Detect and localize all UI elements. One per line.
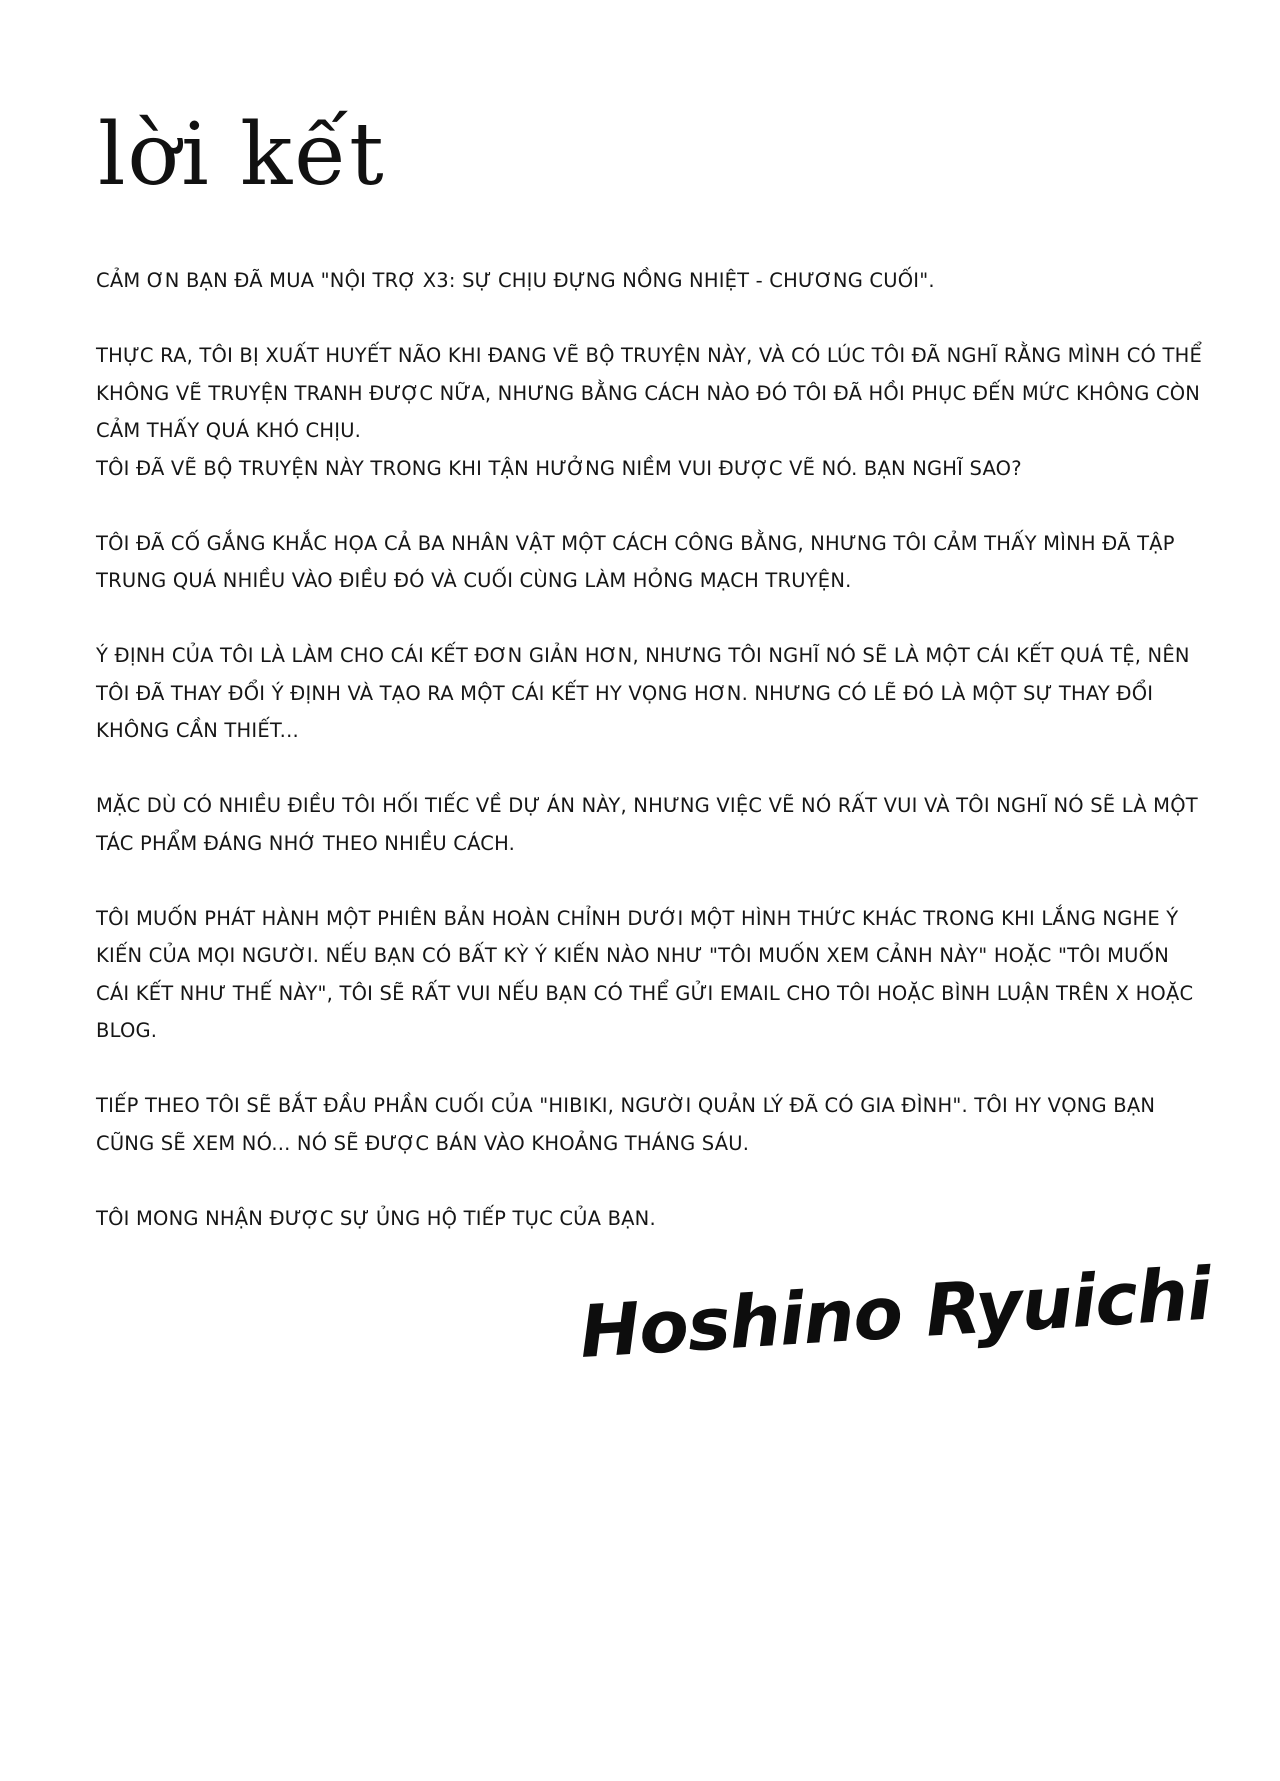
- paragraph: [96, 637, 1206, 750]
- afterword-body: [96, 262, 1206, 1275]
- text-line: MẶC DÙ CÓ NHIỀU ĐIỀU TÔI HỐI TIẾC VỀ DỰ ÁN NÀY, NHƯNG VIỆC VẼ NÓ RẤT VUI VÀ TÔI NGHĨ NÓ SẼ LÀ MỘT: [96, 794, 1198, 817]
- author-signature: Hoshino Ryuichi: [577, 1251, 1214, 1374]
- text-line: TÔI ĐÃ VẼ BỘ TRUYỆN NÀY TRONG KHI TẬN HƯỞNG NIỀM VUI ĐƯỢC VẼ NÓ. BẠN NGHĨ SAO?: [96, 456, 1022, 480]
- text-line: TIẾP THEO TÔI SẼ BẮT ĐẦU PHẦN CUỐI CỦA "HIBIKI, NGƯỜI QUẢN LÝ ĐÃ CÓ GIA ĐÌNH". TÔI HY VỌNG BẠN: [96, 1094, 1156, 1117]
- text-line: TÔI MUỐN PHÁT HÀNH MỘT PHIÊN BẢN HOÀN CHỈNH DƯỚI MỘT HÌNH THỨC KHÁC TRONG KHI LẮNG NGHE Ý: [96, 906, 1179, 930]
- text-line: Ý ĐỊNH CỦA TÔI LÀ LÀM CHO CÁI KẾT ĐƠN GIẢN HƠN, NHƯNG TÔI NGHĨ NÓ SẼ LÀ MỘT CÁI KẾT QUÁ TỆ, NÊN: [96, 644, 1190, 667]
- paragraph: [96, 900, 1206, 1050]
- text-line: KHÔNG VẼ TRUYỆN TRANH ĐƯỢC NỮA, NHƯNG BẰNG CÁCH NÀO ĐÓ TÔI ĐÃ HỒI PHỤC ĐẾN MỨC KHÔNG CÒN: [96, 381, 1201, 405]
- page-title: lời kết: [98, 105, 386, 205]
- text-line: TRUNG QUÁ NHIỀU VÀO ĐIỀU ĐÓ VÀ CUỐI CÙNG LÀM HỎNG MẠCH TRUYỆN.: [96, 569, 852, 592]
- paragraph: [96, 525, 1206, 600]
- text-line: CẢM ƠN BẠN ĐÃ MUA "NỘI TRỢ X3: SỰ CHỊU ĐỰNG NỒNG NHIỆT - CHƯƠNG CUỐI".: [96, 269, 935, 292]
- paragraph: [96, 1200, 1206, 1238]
- paragraph: [96, 1087, 1206, 1162]
- paragraph: [96, 262, 1206, 300]
- text-line: CÁI KẾT NHƯ THẾ NÀY", TÔI SẼ RẤT VUI NẾU BẠN CÓ THỂ GỬI EMAIL CHO TÔI HOẶC BÌNH LUẬN TRÊN X HOẶC: [96, 981, 1194, 1005]
- paragraph: [96, 337, 1206, 487]
- text-line: KIẾN CỦA MỌI NGƯỜI. NẾU BẠN CÓ BẤT KỲ Ý KIẾN NÀO NHƯ "TÔI MUỐN XEM CẢNH NÀY" HOẶC "TÔI MUỐN: [96, 944, 1169, 967]
- text-line: CẢM THẤY QUÁ KHÓ CHỊU.: [96, 419, 362, 442]
- text-line: TÔI MONG NHẬN ĐƯỢC SỰ ỦNG HỘ TIẾP TỤC CỦA BẠN.: [96, 1206, 656, 1230]
- paragraph: [96, 787, 1206, 862]
- text-line: TÔI ĐÃ CỐ GẮNG KHẮC HỌA CẢ BA NHÂN VẬT MỘT CÁCH CÔNG BẰNG, NHƯNG TÔI CẢM THẤY MÌNH ĐÃ TẬP: [96, 531, 1175, 555]
- text-line: TÁC PHẨM ĐÁNG NHỚ THEO NHIỀU CÁCH.: [96, 831, 516, 855]
- text-line: BLOG.: [96, 1019, 158, 1042]
- text-line: THỰC RA, TÔI BỊ XUẤT HUYẾT NÃO KHI ĐANG VẼ BỘ TRUYỆN NÀY, VÀ CÓ LÚC TÔI ĐÃ NGHĨ RẰNG MÌNH CÓ THỂ: [96, 344, 1202, 367]
- text-line: CŨNG SẼ XEM NÓ... NÓ SẼ ĐƯỢC BÁN VÀO KHOẢNG THÁNG SÁU.: [96, 1131, 750, 1155]
- text-line: KHÔNG CẦN THIẾT...: [96, 719, 299, 742]
- text-line: TÔI ĐÃ THAY ĐỔI Ý ĐỊNH VÀ TẠO RA MỘT CÁI KẾT HY VỌNG HƠN. NHƯNG CÓ LẼ ĐÓ LÀ MỘT SỰ THAY ĐỔI: [96, 681, 1154, 705]
